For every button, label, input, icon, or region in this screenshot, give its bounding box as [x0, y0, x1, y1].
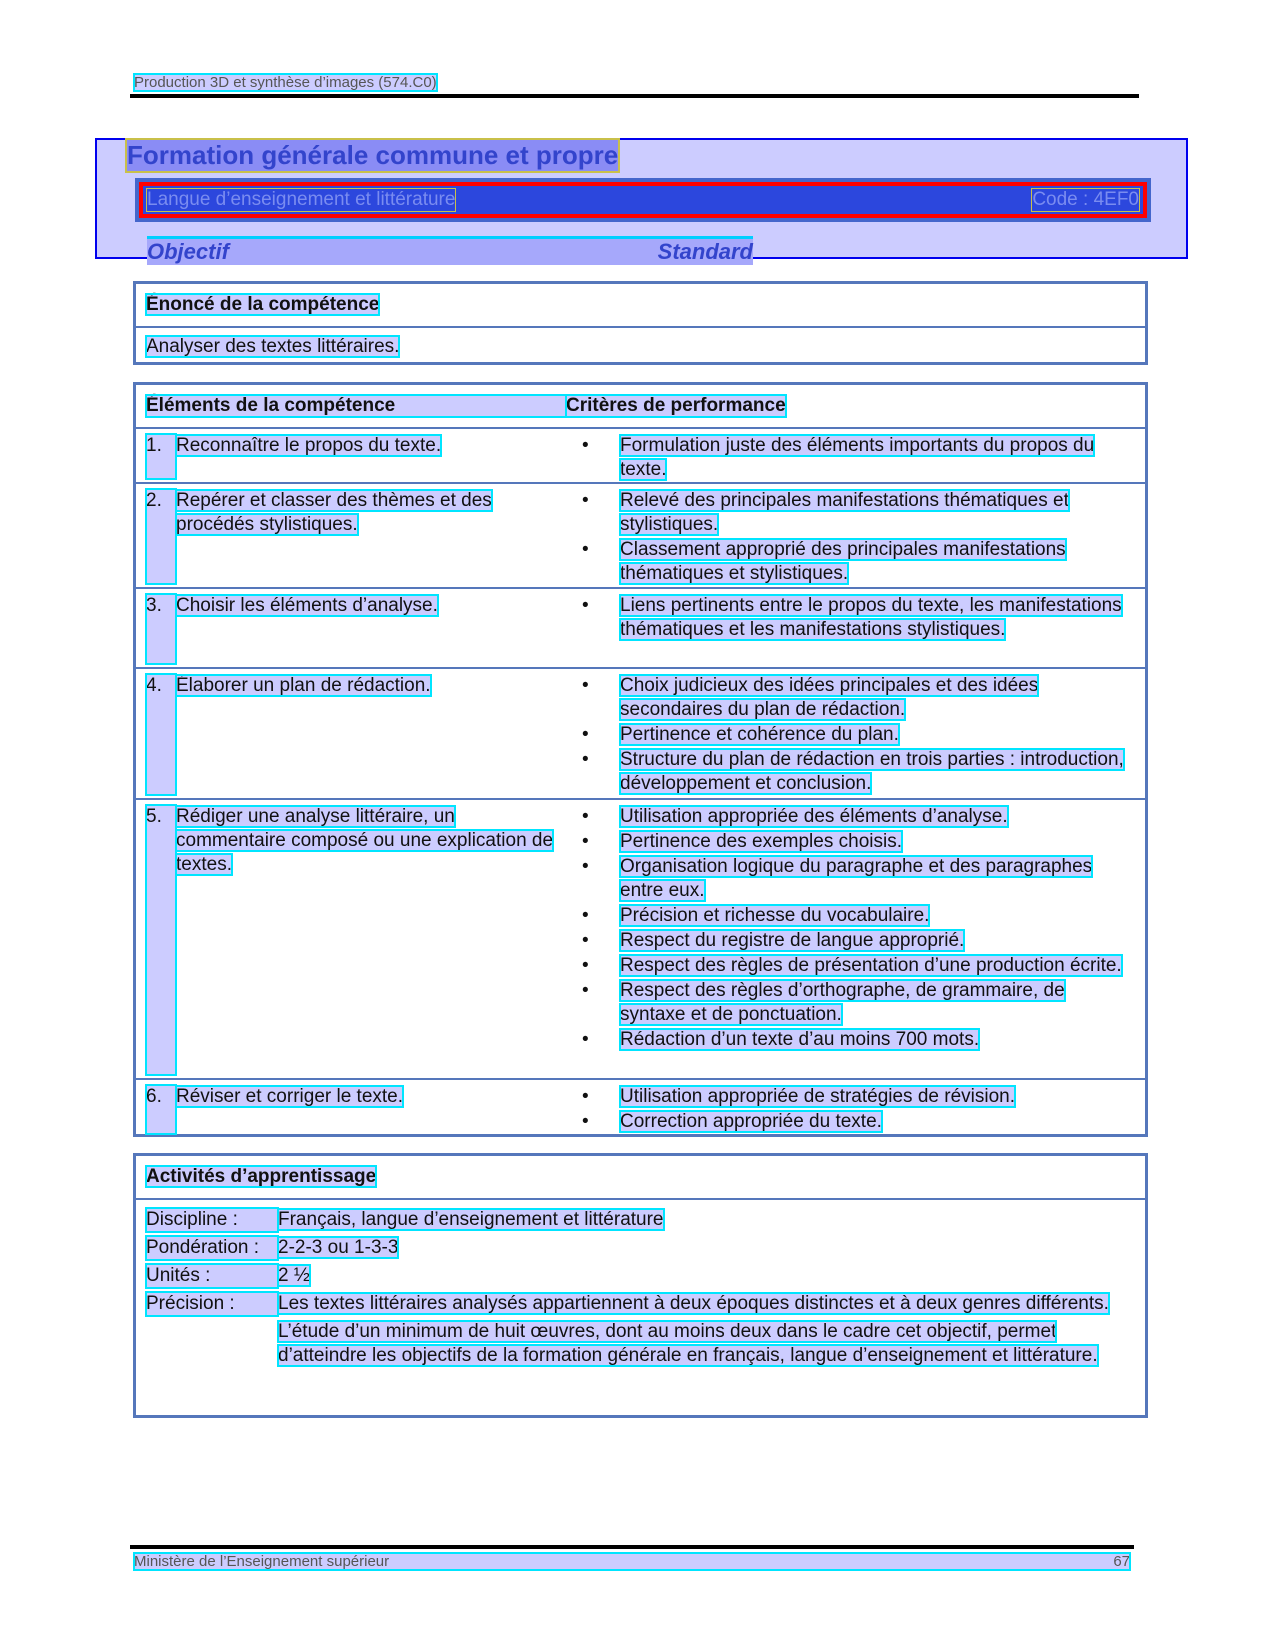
bullet-icon: • [582, 930, 589, 951]
criterion-item [576, 748, 1135, 796]
element-text: Élaborer un plan de rédaction. [176, 675, 431, 696]
precision-text-1: Les textes littéraires analysés appartiennent à deux époques distinctes et à deux genres différents. [278, 1293, 1109, 1314]
element-number: 1. [146, 434, 176, 479]
element-row [136, 1080, 1145, 1137]
bullet-icon: • [582, 749, 589, 770]
criteria-heading: Critères de performance [566, 395, 786, 416]
element-text: Reconnaître le propos du texte. [176, 435, 442, 456]
precision-label: Précision : [146, 1292, 278, 1316]
criterion-item [576, 674, 1135, 722]
bullet-icon: • [582, 675, 589, 696]
enonce-heading: Énoncé de la compétence [146, 294, 380, 315]
criterion-item [576, 929, 1135, 953]
criterion-text: Respect du registre de langue approprié. [620, 930, 965, 951]
criterion-item [576, 954, 1135, 978]
element-row [136, 669, 1145, 800]
discipline-value: Français, langue d’enseignement et littérature [278, 1209, 664, 1230]
criterion-item [576, 855, 1135, 903]
unites-value: 2 ½ [278, 1265, 310, 1286]
objectif-label: Objectif [147, 239, 229, 264]
element-text: Réviser et corriger le texte. [176, 1086, 404, 1107]
element-number: 5. [146, 805, 176, 1075]
ponderation-value: 2-2-3 ou 1-3-3 [278, 1237, 399, 1258]
header-rule [130, 94, 1139, 98]
criterion-text: Pertinence des exemples choisis. [620, 831, 902, 852]
criterion-text: Correction appropriée du texte. [620, 1111, 882, 1132]
activites-heading: Activités d’apprentissage [146, 1166, 377, 1187]
subject-bar [135, 178, 1151, 222]
running-header: Production 3D et synthèse d’images (574.C0) [134, 74, 437, 91]
discipline-label: Discipline : [146, 1208, 278, 1232]
criterion-item [576, 489, 1135, 537]
ponderation-label: Pondération : [146, 1236, 278, 1260]
criterion-item [576, 979, 1135, 1027]
criterion-item [576, 723, 1135, 747]
criterion-item [576, 1110, 1135, 1134]
standard-label: Standard [657, 239, 753, 264]
criterion-item [576, 1028, 1135, 1052]
criterion-text: Utilisation appropriée des éléments d’analyse. [620, 806, 1008, 827]
bullet-icon: • [582, 435, 589, 456]
element-number: 6. [146, 1085, 176, 1134]
bullet-icon: • [582, 905, 589, 926]
element-row [136, 484, 1145, 589]
criterion-text: Choix judicieux des idées principales et des idées secondaires du plan de rédaction. [620, 675, 1039, 720]
criterion-text: Classement approprié des principales manifestations thématiques et stylistiques. [620, 539, 1066, 584]
criterion-text: Respect des règles d’orthographe, de grammaire, de syntaxe et de ponctuation. [620, 980, 1065, 1025]
unites-label: Unités : [146, 1264, 278, 1288]
criterion-item [576, 904, 1135, 928]
element-text: Rédiger une analyse littéraire, un commentaire composé ou une explication de textes. [176, 806, 554, 875]
element-number: 3. [146, 594, 176, 664]
criterion-item [576, 1085, 1135, 1109]
criterion-text: Respect des règles de présentation d’une production écrite. [620, 955, 1122, 976]
criterion-text: Utilisation appropriée de stratégies de révision. [620, 1086, 1015, 1107]
enonce-text: Analyser des textes littéraires. [146, 336, 400, 357]
criterion-item [576, 434, 1135, 482]
bullet-icon: • [582, 724, 589, 745]
bullet-icon: • [582, 955, 589, 976]
bullet-icon: • [582, 595, 589, 616]
precision-text-2: L’étude d’un minimum de huit œuvres, dont au moins deux dans le cadre cet objectif, permet d’atteindre les objectifs de la formation générale en français, langue d’enseignement et littérature. [278, 1321, 1098, 1366]
section-title: Formation générale commune et propre [127, 140, 619, 170]
bullet-icon: • [582, 539, 589, 560]
criterion-text: Organisation logique du paragraphe et des paragraphes entre eux. [620, 856, 1093, 901]
criterion-item [576, 830, 1135, 854]
element-text: Choisir les éléments d’analyse. [176, 595, 438, 616]
bullet-icon: • [582, 1029, 589, 1050]
elements-table [133, 382, 1148, 1137]
bullet-icon: • [582, 806, 589, 827]
section-band [95, 138, 1188, 264]
page-number: 67 [1113, 1553, 1130, 1570]
criterion-item [576, 594, 1135, 642]
criterion-text: Structure du plan de rédaction en trois parties : introduction, développement et conclusion. [620, 749, 1124, 794]
objectif-standard-row [147, 236, 753, 265]
code-label: Code : 4EF0 [1032, 189, 1139, 210]
element-row [136, 589, 1145, 669]
bullet-icon: • [582, 856, 589, 877]
activites-box [133, 1153, 1148, 1418]
criterion-text: Liens pertinents entre le propos du texte, les manifestations thématiques et les manifestations stylistiques. [620, 595, 1122, 640]
criterion-item [576, 805, 1135, 829]
footer-rule [130, 1545, 1134, 1549]
bullet-icon: • [582, 1086, 589, 1107]
enonce-box [133, 281, 1148, 365]
criterion-text: Pertinence et cohérence du plan. [620, 724, 899, 745]
elements-heading: Éléments de la compétence [146, 395, 566, 417]
element-row [136, 429, 1145, 484]
bullet-icon: • [582, 1111, 589, 1132]
criterion-item [576, 538, 1135, 586]
criterion-text: Formulation juste des éléments importants du propos du texte. [620, 435, 1095, 480]
subject-label: Langue d’enseignement et littérature [147, 189, 456, 210]
criterion-text: Précision et richesse du vocabulaire. [620, 905, 930, 926]
element-row [136, 800, 1145, 1080]
criterion-text: Rédaction d’un texte d’au moins 700 mots. [620, 1029, 980, 1050]
page-footer [134, 1553, 1130, 1570]
footer-ministry: Ministère de l’Enseignement supérieur [134, 1553, 390, 1570]
bullet-icon: • [582, 831, 589, 852]
element-number: 4. [146, 674, 176, 795]
element-number: 2. [146, 489, 176, 584]
bullet-icon: • [582, 980, 589, 1001]
bullet-icon: • [582, 490, 589, 511]
criterion-text: Relevé des principales manifestations thématiques et stylistiques. [620, 490, 1069, 535]
element-text: Repérer et classer des thèmes et des procédés stylistiques. [176, 490, 492, 535]
